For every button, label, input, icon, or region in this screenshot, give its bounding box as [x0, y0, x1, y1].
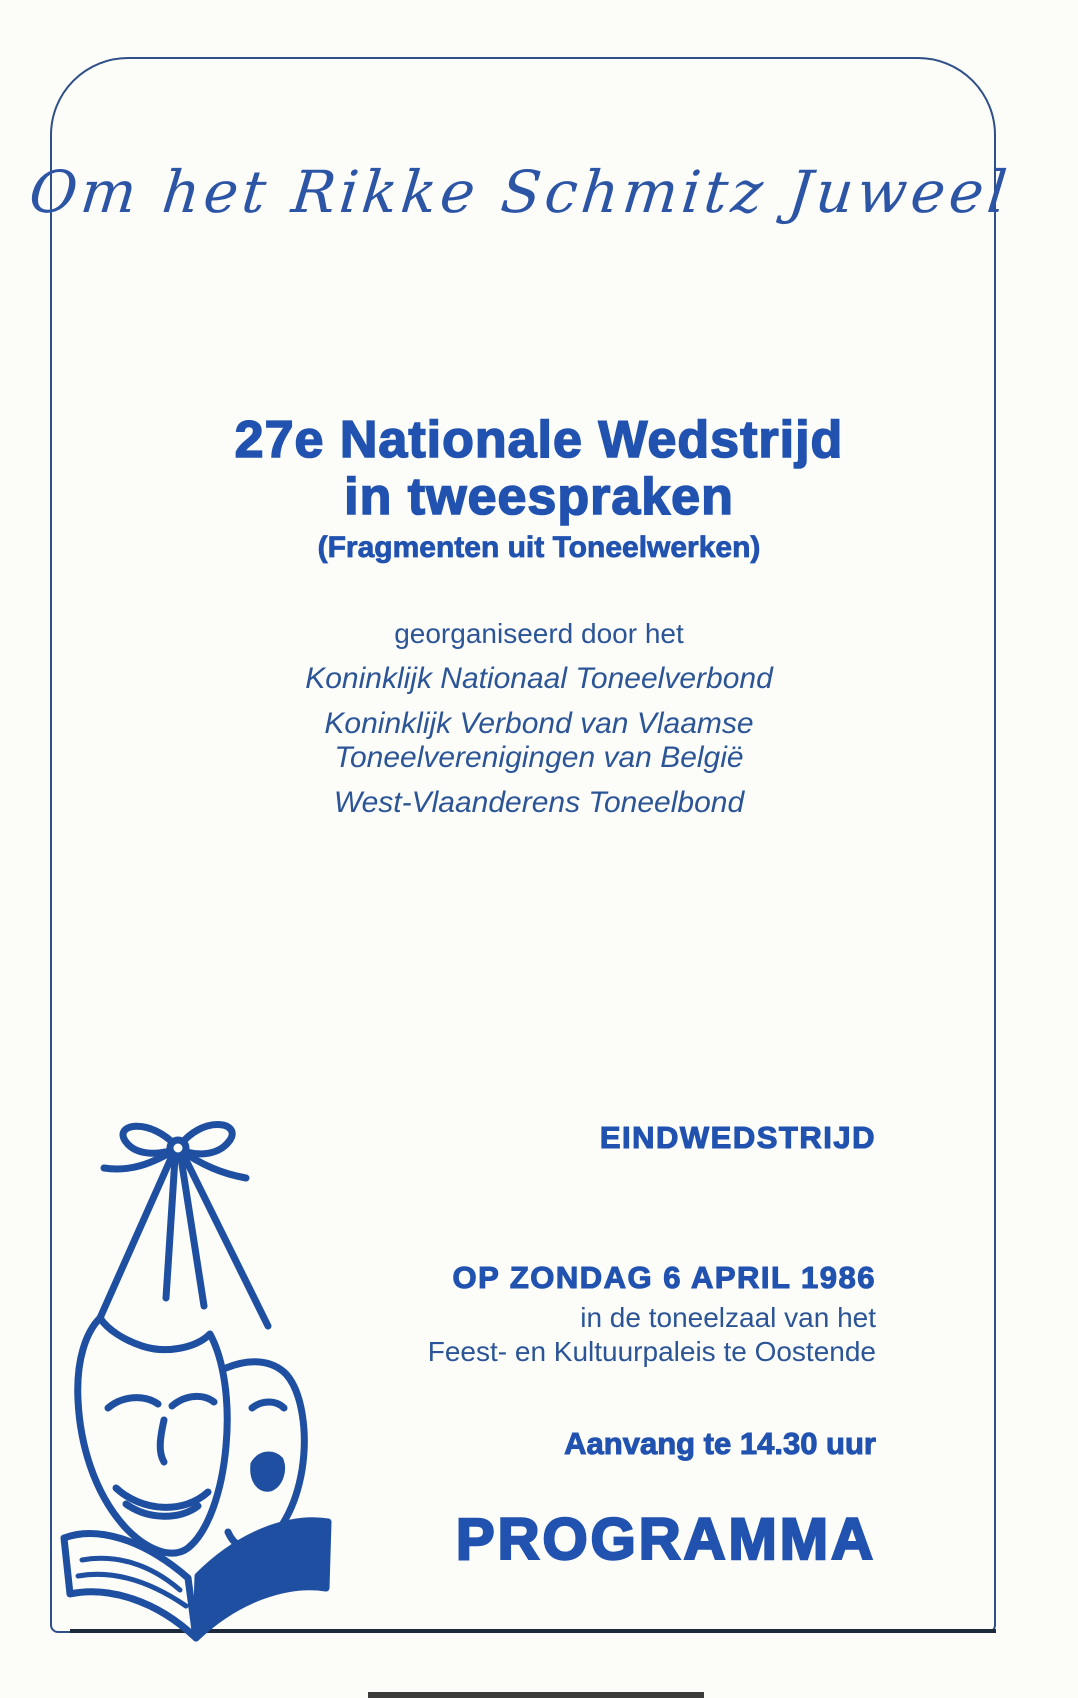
event-details-block [316, 1120, 876, 1573]
tragedy-mouth [254, 1455, 282, 1488]
organization-name: Koninklijk Verbond van Vlaamse Toneelverenigingen van België [324, 706, 754, 774]
final-contest-label: EINDWEDSTRIJD [599, 1120, 876, 1155]
tragedy-eye [252, 1402, 284, 1408]
main-title-line1: 27e Nationale Wedstrijd [234, 411, 844, 469]
main-title [0, 412, 1078, 526]
event-start-time: Aanvang te 14.30 uur [564, 1426, 876, 1461]
programme-heading: PROGRAMMA [455, 1507, 876, 1572]
organized-by-label: georganiseerd door het [394, 618, 684, 649]
event-venue-line1: in de toneelzaal van het [580, 1302, 876, 1333]
main-title-line2: in tweespraken [344, 468, 734, 527]
event-date: OP ZONDAG 6 APRIL 1986 [452, 1260, 876, 1295]
comedy-nose [160, 1420, 164, 1462]
event-venue-line2: Feest- en Kultuurpaleis te Oostende [427, 1336, 876, 1367]
subtitle: (Fragmenten uit Toneelwerken) [317, 531, 761, 564]
organization-name: Koninklijk Nationaal Toneelverbond [305, 662, 773, 695]
organization-name: West-Vlaanderens Toneelbond [333, 785, 745, 819]
comedy-right-eye [172, 1396, 214, 1406]
script-title: Om het Rikke Schmitz Juweel [26, 158, 1014, 226]
organizers-block [0, 618, 1078, 820]
scan-artifact-bar [368, 1692, 704, 1698]
string-mid-left [166, 1158, 175, 1298]
theater-masks-illustration [46, 1108, 346, 1648]
comedy-left-eye [108, 1398, 158, 1408]
string-left [100, 1156, 172, 1318]
